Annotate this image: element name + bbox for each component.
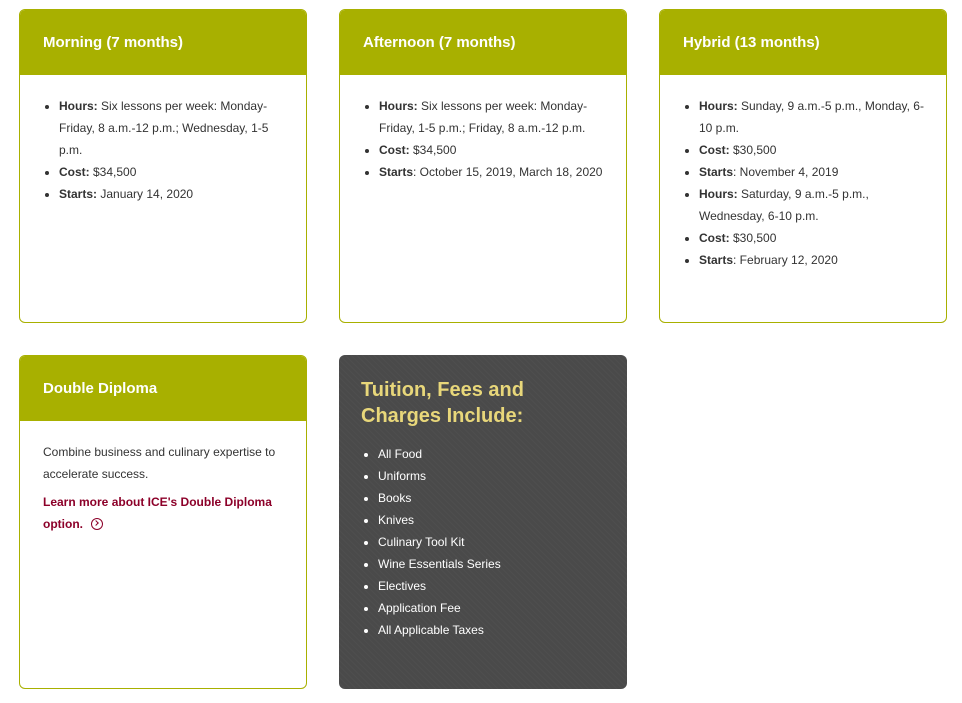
card-body <box>20 421 306 535</box>
card-body <box>340 75 626 183</box>
item-text: $34,500 <box>409 143 457 157</box>
item-label: Hours: <box>699 99 738 113</box>
item-text: $30,500 <box>729 231 777 245</box>
item-label: Starts <box>379 165 414 179</box>
list-item <box>699 95 924 139</box>
card-title: Morning (7 months) <box>43 34 183 51</box>
list-item: • Wine Essentials Series <box>378 553 605 575</box>
list-item: • All Applicable Taxes <box>378 619 605 641</box>
card-header <box>660 10 946 75</box>
card-header <box>20 356 306 421</box>
schedule-list <box>363 95 604 183</box>
double-diploma-description: Combine business and culinary expertise to accelerate success. <box>43 445 276 481</box>
list-item: • Uniforms <box>378 465 605 487</box>
list-item <box>699 161 924 183</box>
item-label: Starts <box>699 253 734 267</box>
item-text: : November 4, 2019 <box>733 165 839 179</box>
list-item <box>59 183 284 205</box>
schedule-list <box>683 95 924 271</box>
list-item <box>59 95 284 161</box>
tuition-card <box>339 355 627 689</box>
card-title: Double Diploma <box>43 380 158 397</box>
item-text: : October 15, 2019, March 18, 2020 <box>413 165 603 179</box>
item-text: Saturday, 9 a.m.-5 p.m., Wednesday, 6-10 p.m. <box>699 187 869 223</box>
card-body <box>660 75 946 271</box>
item-text: Six lessons per week: Monday-Friday, 1-5 p.m.; Friday, 8 a.m.-12 p.m. <box>379 99 588 135</box>
item-label: Cost: <box>379 143 410 157</box>
schedule-card-afternoon <box>339 9 627 323</box>
list-item <box>379 161 604 183</box>
list-item: • Electives <box>378 575 605 597</box>
item-label: Starts: <box>59 187 98 201</box>
list-item <box>379 139 604 161</box>
list-item <box>379 95 604 139</box>
list-item: • All Food <box>378 443 605 465</box>
arrow-circle-right-icon <box>91 518 103 530</box>
item-text: : February 12, 2020 <box>733 253 838 267</box>
item-text: January 14, 2020 <box>97 187 194 201</box>
list-item <box>59 161 284 183</box>
item-label: Hours: <box>379 99 418 113</box>
tuition-title: Tuition, Fees and Charges Include: <box>361 379 524 427</box>
item-label: Starts <box>699 165 734 179</box>
item-text: $30,500 <box>729 143 777 157</box>
link-text: Learn more about ICE's Double Diploma option. <box>43 495 272 531</box>
card-body <box>20 75 306 205</box>
list-item <box>699 249 924 271</box>
item-text: Sunday, 9 a.m.-5 p.m., Monday, 6-10 p.m. <box>699 99 924 135</box>
list-item: • Books <box>378 487 605 509</box>
item-label: Hours: <box>699 187 738 201</box>
list-item: • Knives <box>378 509 605 531</box>
list-item: • Culinary Tool Kit <box>378 531 605 553</box>
card-header <box>20 10 306 75</box>
item-text: $34,500 <box>89 165 137 179</box>
item-label: Cost: <box>59 165 90 179</box>
item-label: Cost: <box>699 231 730 245</box>
schedule-card-morning <box>19 9 307 323</box>
schedule-card-hybrid <box>659 9 947 323</box>
list-item <box>699 183 924 227</box>
item-label: Cost: <box>699 143 730 157</box>
item-label: Hours: <box>59 99 98 113</box>
list-item <box>699 139 924 161</box>
double-diploma-link[interactable] <box>43 495 272 531</box>
double-diploma-card <box>19 355 307 689</box>
card-title: Hybrid (13 months) <box>683 34 820 51</box>
list-item <box>699 227 924 249</box>
item-text: Six lessons per week: Monday-Friday, 8 a.m.-12 p.m.; Wednesday, 1-5 p.m. <box>59 99 269 157</box>
card-header <box>340 10 626 75</box>
card-title: Afternoon (7 months) <box>363 34 516 51</box>
tuition-list <box>361 443 605 641</box>
schedule-list <box>43 95 284 205</box>
list-item: • Application Fee <box>378 597 605 619</box>
